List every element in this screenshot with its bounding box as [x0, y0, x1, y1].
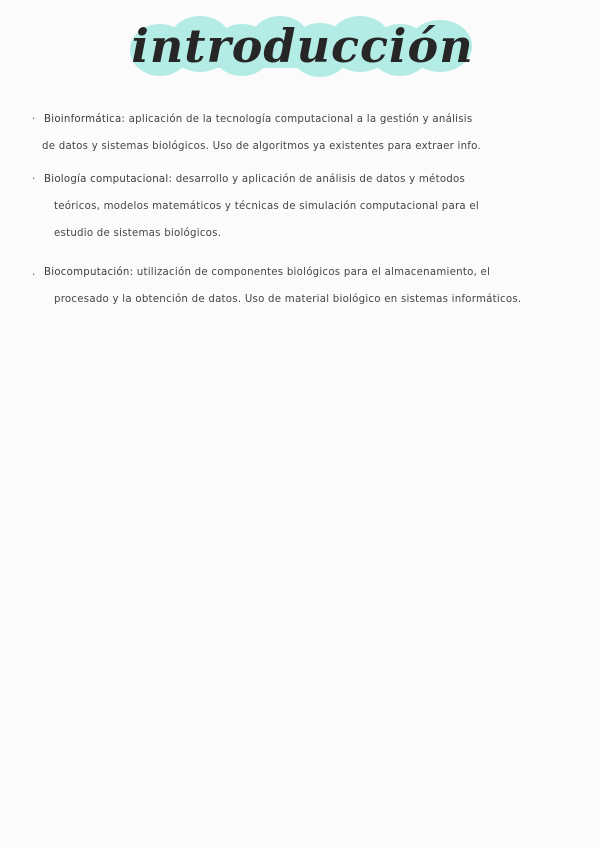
highlighted-term: Biología computacional:	[44, 166, 172, 193]
list-item-biocomputacion	[32, 259, 582, 313]
highlighted-term: Biocomputación:	[44, 259, 133, 286]
entry-first-line	[32, 259, 582, 286]
definition-text: estudio de sistemas biológicos.	[54, 228, 222, 239]
highlighted-term: Bioinformática:	[44, 106, 125, 133]
title-block	[130, 10, 475, 82]
page-title: introducción	[131, 19, 474, 73]
bullet-marker: ·	[32, 114, 36, 125]
definition-text: teóricos, modelos matemáticos y técnicas de simulación computacional para el	[54, 201, 479, 212]
bullet-marker: .	[32, 267, 36, 278]
definition-text: procesado y la obtención de datos. Uso de material biológico en sistemas informáticos.	[54, 294, 522, 305]
definition-text: desarrollo y aplicación de análisis de datos y métodos	[172, 174, 466, 185]
list-item-bioinformatica	[32, 106, 582, 160]
list-item-biologia-computacional	[32, 166, 582, 247]
definition-text: de datos y sistemas biológicos. Uso de algoritmos ya existentes para extraer info.	[42, 141, 481, 152]
bullet-marker: ·	[32, 174, 36, 185]
definition-text: aplicación de la tecnología computacional a la gestión y análisis	[125, 114, 473, 125]
definition-text: utilización de componentes biológicos para el almacenamiento, el	[133, 267, 491, 278]
entry-first-line	[32, 166, 582, 193]
definitions-list	[32, 106, 582, 325]
entry-first-line	[32, 106, 582, 133]
